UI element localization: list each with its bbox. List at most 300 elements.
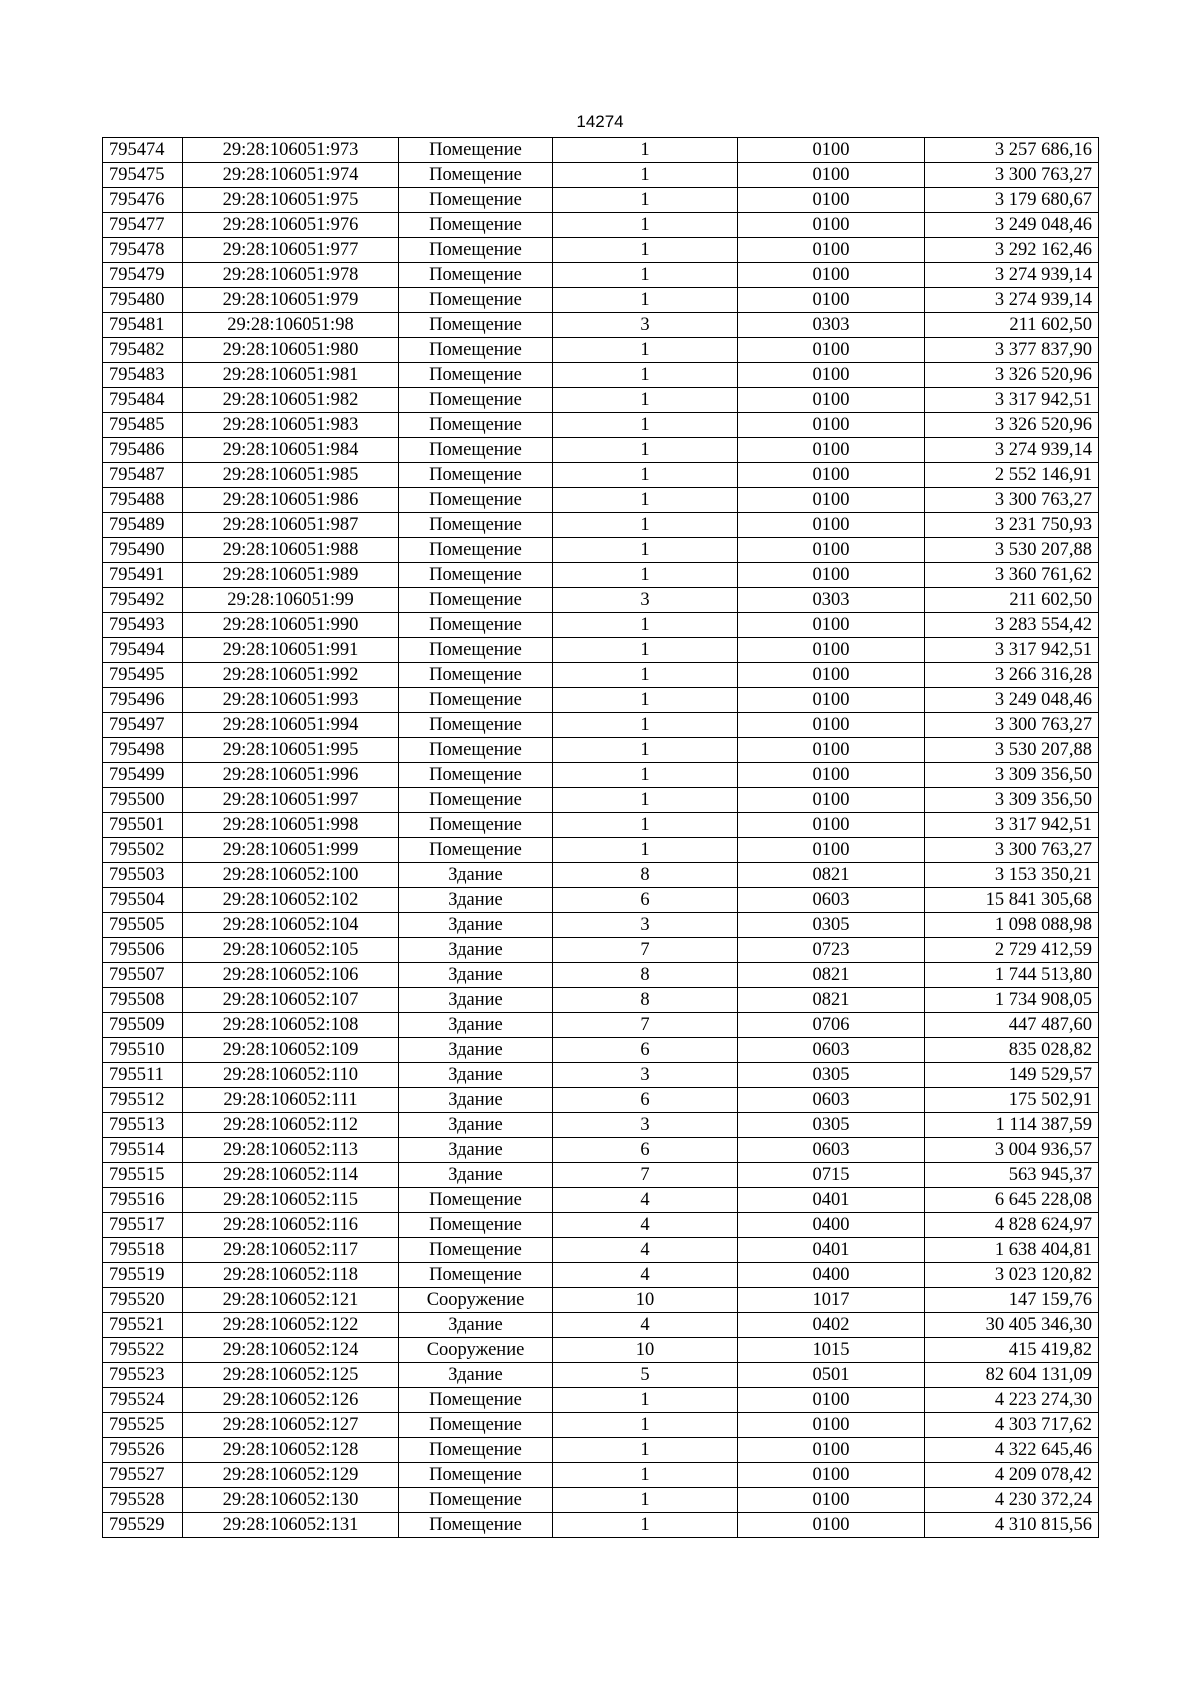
code-cell: 0100 xyxy=(738,213,925,238)
cadastral-value-cell: 3 309 356,50 xyxy=(925,763,1099,788)
group-cell: 10 xyxy=(553,1338,738,1363)
code-cell: 0100 xyxy=(738,738,925,763)
code-cell: 0821 xyxy=(738,988,925,1013)
row-number-cell: 795491 xyxy=(103,563,183,588)
group-cell: 1 xyxy=(553,163,738,188)
object-type-cell: Помещение xyxy=(399,138,553,163)
cadastral-value-cell: 147 159,76 xyxy=(925,1288,1099,1313)
cadastral-value-cell: 415 419,82 xyxy=(925,1338,1099,1363)
table-row xyxy=(103,163,1099,188)
row-number-cell: 795478 xyxy=(103,238,183,263)
code-cell: 0100 xyxy=(738,1463,925,1488)
table-row xyxy=(103,563,1099,588)
object-type-cell: Помещение xyxy=(399,1188,553,1213)
row-number-cell: 795512 xyxy=(103,1088,183,1113)
table-row xyxy=(103,188,1099,213)
object-type-cell: Помещение xyxy=(399,613,553,638)
object-type-cell: Здание xyxy=(399,988,553,1013)
cadastral-value-cell: 1 098 088,98 xyxy=(925,913,1099,938)
cadastral-value-cell: 3 292 162,46 xyxy=(925,238,1099,263)
cadastral-number-cell: 29:28:106051:983 xyxy=(183,413,399,438)
group-cell: 1 xyxy=(553,288,738,313)
cadastral-value-cell: 3 530 207,88 xyxy=(925,738,1099,763)
cadastral-value-cell: 4 322 645,46 xyxy=(925,1438,1099,1463)
cadastral-value-cell: 4 303 717,62 xyxy=(925,1413,1099,1438)
code-cell: 0100 xyxy=(738,388,925,413)
group-cell: 1 xyxy=(553,1388,738,1413)
table-row xyxy=(103,638,1099,663)
cadastral-number-cell: 29:28:106051:986 xyxy=(183,488,399,513)
row-number-cell: 795517 xyxy=(103,1213,183,1238)
cadastral-value-cell: 3 023 120,82 xyxy=(925,1263,1099,1288)
group-cell: 4 xyxy=(553,1238,738,1263)
object-type-cell: Здание xyxy=(399,913,553,938)
group-cell: 1 xyxy=(553,213,738,238)
object-type-cell: Помещение xyxy=(399,1413,553,1438)
table-row xyxy=(103,863,1099,888)
cadastral-value-cell: 211 602,50 xyxy=(925,313,1099,338)
table-row xyxy=(103,713,1099,738)
table-row xyxy=(103,338,1099,363)
cadastral-number-cell: 29:28:106051:984 xyxy=(183,438,399,463)
object-type-cell: Помещение xyxy=(399,788,553,813)
code-cell: 0603 xyxy=(738,1038,925,1063)
object-type-cell: Сооружение xyxy=(399,1288,553,1313)
cadastral-number-cell: 29:28:106051:998 xyxy=(183,813,399,838)
table-row xyxy=(103,1438,1099,1463)
row-number-cell: 795484 xyxy=(103,388,183,413)
code-cell: 0723 xyxy=(738,938,925,963)
row-number-cell: 795496 xyxy=(103,688,183,713)
cadastral-number-cell: 29:28:106051:997 xyxy=(183,788,399,813)
table-row xyxy=(103,1238,1099,1263)
code-cell: 0100 xyxy=(738,688,925,713)
cadastral-number-cell: 29:28:106051:981 xyxy=(183,363,399,388)
row-number-cell: 795479 xyxy=(103,263,183,288)
row-number-cell: 795526 xyxy=(103,1438,183,1463)
table-row xyxy=(103,1263,1099,1288)
code-cell: 0305 xyxy=(738,1063,925,1088)
group-cell: 7 xyxy=(553,1163,738,1188)
cadastral-number-cell: 29:28:106052:115 xyxy=(183,1188,399,1213)
object-type-cell: Помещение xyxy=(399,188,553,213)
table-row xyxy=(103,1288,1099,1313)
table-row xyxy=(103,1213,1099,1238)
table-row xyxy=(103,613,1099,638)
object-type-cell: Помещение xyxy=(399,1263,553,1288)
code-cell: 0100 xyxy=(738,663,925,688)
cadastral-number-cell: 29:28:106051:993 xyxy=(183,688,399,713)
cadastral-value-cell: 3 309 356,50 xyxy=(925,788,1099,813)
cadastral-number-cell: 29:28:106051:974 xyxy=(183,163,399,188)
cadastral-value-cell: 211 602,50 xyxy=(925,588,1099,613)
row-number-cell: 795476 xyxy=(103,188,183,213)
cadastral-number-cell: 29:28:106051:99 xyxy=(183,588,399,613)
table-row xyxy=(103,388,1099,413)
group-cell: 1 xyxy=(553,188,738,213)
object-type-cell: Помещение xyxy=(399,213,553,238)
code-cell: 0100 xyxy=(738,1438,925,1463)
object-type-cell: Помещение xyxy=(399,288,553,313)
group-cell: 6 xyxy=(553,888,738,913)
row-number-cell: 795486 xyxy=(103,438,183,463)
table-row xyxy=(103,1488,1099,1513)
row-number-cell: 795506 xyxy=(103,938,183,963)
object-type-cell: Помещение xyxy=(399,438,553,463)
cadastral-number-cell: 29:28:106052:121 xyxy=(183,1288,399,1313)
group-cell: 1 xyxy=(553,488,738,513)
cadastral-value-cell: 3 317 942,51 xyxy=(925,813,1099,838)
table-row xyxy=(103,463,1099,488)
cadastral-value-cell: 3 326 520,96 xyxy=(925,413,1099,438)
group-cell: 1 xyxy=(553,1438,738,1463)
cadastral-value-cell: 563 945,37 xyxy=(925,1163,1099,1188)
cadastral-value-cell: 3 300 763,27 xyxy=(925,488,1099,513)
row-number-cell: 795487 xyxy=(103,463,183,488)
code-cell: 0100 xyxy=(738,338,925,363)
row-number-cell: 795514 xyxy=(103,1138,183,1163)
cadastral-value-cell: 149 529,57 xyxy=(925,1063,1099,1088)
cadastral-number-cell: 29:28:106052:124 xyxy=(183,1338,399,1363)
code-cell: 0821 xyxy=(738,963,925,988)
cadastral-value-cell: 3 300 763,27 xyxy=(925,838,1099,863)
group-cell: 1 xyxy=(553,1413,738,1438)
table-row xyxy=(103,988,1099,1013)
row-number-cell: 795527 xyxy=(103,1463,183,1488)
code-cell: 0100 xyxy=(738,138,925,163)
row-number-cell: 795505 xyxy=(103,913,183,938)
cadastral-value-cell: 3 257 686,16 xyxy=(925,138,1099,163)
cadastral-value-cell: 4 230 372,24 xyxy=(925,1488,1099,1513)
row-number-cell: 795483 xyxy=(103,363,183,388)
object-type-cell: Здание xyxy=(399,863,553,888)
cadastral-value-cell: 2 729 412,59 xyxy=(925,938,1099,963)
code-cell: 0100 xyxy=(738,563,925,588)
code-cell: 0400 xyxy=(738,1213,925,1238)
row-number-cell: 795515 xyxy=(103,1163,183,1188)
table-row xyxy=(103,1113,1099,1138)
table-row xyxy=(103,888,1099,913)
group-cell: 1 xyxy=(553,763,738,788)
table-row xyxy=(103,1088,1099,1113)
cadastral-value-cell: 175 502,91 xyxy=(925,1088,1099,1113)
table-row xyxy=(103,1038,1099,1063)
object-type-cell: Помещение xyxy=(399,1513,553,1538)
row-number-cell: 795518 xyxy=(103,1238,183,1263)
cadastral-number-cell: 29:28:106051:996 xyxy=(183,763,399,788)
cadastral-number-cell: 29:28:106052:110 xyxy=(183,1063,399,1088)
group-cell: 1 xyxy=(553,1463,738,1488)
group-cell: 3 xyxy=(553,913,738,938)
row-number-cell: 795529 xyxy=(103,1513,183,1538)
row-number-cell: 795503 xyxy=(103,863,183,888)
object-type-cell: Помещение xyxy=(399,263,553,288)
group-cell: 1 xyxy=(553,1488,738,1513)
group-cell: 4 xyxy=(553,1188,738,1213)
group-cell: 4 xyxy=(553,1263,738,1288)
cadastral-number-cell: 29:28:106051:995 xyxy=(183,738,399,763)
cadastral-value-cell: 3 283 554,42 xyxy=(925,613,1099,638)
object-type-cell: Помещение xyxy=(399,563,553,588)
group-cell: 1 xyxy=(553,238,738,263)
table-row xyxy=(103,813,1099,838)
code-cell: 0400 xyxy=(738,1263,925,1288)
table-row xyxy=(103,488,1099,513)
registry-table-body xyxy=(103,138,1099,1538)
object-type-cell: Здание xyxy=(399,1063,553,1088)
cadastral-value-cell: 3 274 939,14 xyxy=(925,438,1099,463)
cadastral-value-cell: 3 249 048,46 xyxy=(925,213,1099,238)
table-row xyxy=(103,738,1099,763)
cadastral-number-cell: 29:28:106051:975 xyxy=(183,188,399,213)
code-cell: 0100 xyxy=(738,188,925,213)
table-row xyxy=(103,763,1099,788)
table-row xyxy=(103,788,1099,813)
table-row xyxy=(103,513,1099,538)
object-type-cell: Помещение xyxy=(399,463,553,488)
table-row xyxy=(103,1013,1099,1038)
table-row xyxy=(103,838,1099,863)
group-cell: 1 xyxy=(553,263,738,288)
code-cell: 0100 xyxy=(738,413,925,438)
object-type-cell: Помещение xyxy=(399,813,553,838)
cadastral-value-cell: 82 604 131,09 xyxy=(925,1363,1099,1388)
object-type-cell: Здание xyxy=(399,1088,553,1113)
table-row xyxy=(103,1138,1099,1163)
row-number-cell: 795498 xyxy=(103,738,183,763)
cadastral-value-cell: 1 734 908,05 xyxy=(925,988,1099,1013)
cadastral-number-cell: 29:28:106051:977 xyxy=(183,238,399,263)
row-number-cell: 795511 xyxy=(103,1063,183,1088)
table-row xyxy=(103,438,1099,463)
cadastral-number-cell: 29:28:106052:102 xyxy=(183,888,399,913)
row-number-cell: 795482 xyxy=(103,338,183,363)
row-number-cell: 795507 xyxy=(103,963,183,988)
cadastral-number-cell: 29:28:106052:112 xyxy=(183,1113,399,1138)
group-cell: 5 xyxy=(553,1363,738,1388)
row-number-cell: 795499 xyxy=(103,763,183,788)
code-cell: 1017 xyxy=(738,1288,925,1313)
object-type-cell: Помещение xyxy=(399,363,553,388)
cadastral-number-cell: 29:28:106052:100 xyxy=(183,863,399,888)
table-row xyxy=(103,1188,1099,1213)
row-number-cell: 795474 xyxy=(103,138,183,163)
row-number-cell: 795477 xyxy=(103,213,183,238)
cadastral-value-cell: 3 274 939,14 xyxy=(925,263,1099,288)
row-number-cell: 795513 xyxy=(103,1113,183,1138)
code-cell: 0100 xyxy=(738,438,925,463)
group-cell: 1 xyxy=(553,1513,738,1538)
code-cell: 0401 xyxy=(738,1238,925,1263)
code-cell: 0100 xyxy=(738,463,925,488)
group-cell: 1 xyxy=(553,388,738,413)
object-type-cell: Здание xyxy=(399,1313,553,1338)
table-row xyxy=(103,363,1099,388)
group-cell: 3 xyxy=(553,1063,738,1088)
object-type-cell: Здание xyxy=(399,1013,553,1038)
object-type-cell: Помещение xyxy=(399,413,553,438)
table-row xyxy=(103,663,1099,688)
cadastral-value-cell: 3 317 942,51 xyxy=(925,388,1099,413)
cadastral-value-cell: 4 310 815,56 xyxy=(925,1513,1099,1538)
row-number-cell: 795523 xyxy=(103,1363,183,1388)
cadastral-number-cell: 29:28:106052:129 xyxy=(183,1463,399,1488)
object-type-cell: Здание xyxy=(399,1113,553,1138)
code-cell: 0303 xyxy=(738,313,925,338)
row-number-cell: 795475 xyxy=(103,163,183,188)
group-cell: 6 xyxy=(553,1038,738,1063)
group-cell: 1 xyxy=(553,413,738,438)
table-row xyxy=(103,1338,1099,1363)
code-cell: 0402 xyxy=(738,1313,925,1338)
row-number-cell: 795492 xyxy=(103,588,183,613)
cadastral-number-cell: 29:28:106052:118 xyxy=(183,1263,399,1288)
code-cell: 0100 xyxy=(738,1488,925,1513)
code-cell: 0100 xyxy=(738,638,925,663)
table-row xyxy=(103,213,1099,238)
cadastral-number-cell: 29:28:106052:114 xyxy=(183,1163,399,1188)
cadastral-number-cell: 29:28:106052:105 xyxy=(183,938,399,963)
table-row xyxy=(103,1163,1099,1188)
row-number-cell: 795509 xyxy=(103,1013,183,1038)
cadastral-value-cell: 3 360 761,62 xyxy=(925,563,1099,588)
table-row xyxy=(103,263,1099,288)
row-number-cell: 795524 xyxy=(103,1388,183,1413)
code-cell: 0100 xyxy=(738,613,925,638)
row-number-cell: 795521 xyxy=(103,1313,183,1338)
group-cell: 1 xyxy=(553,513,738,538)
object-type-cell: Помещение xyxy=(399,638,553,663)
group-cell: 3 xyxy=(553,1113,738,1138)
table-row xyxy=(103,1413,1099,1438)
row-number-cell: 795525 xyxy=(103,1413,183,1438)
row-number-cell: 795488 xyxy=(103,488,183,513)
object-type-cell: Помещение xyxy=(399,513,553,538)
cadastral-value-cell: 3 317 942,51 xyxy=(925,638,1099,663)
cadastral-value-cell: 4 828 624,97 xyxy=(925,1213,1099,1238)
table-row xyxy=(103,288,1099,313)
group-cell: 6 xyxy=(553,1088,738,1113)
code-cell: 0100 xyxy=(738,538,925,563)
cadastral-value-cell: 3 153 350,21 xyxy=(925,863,1099,888)
row-number-cell: 795485 xyxy=(103,413,183,438)
cadastral-number-cell: 29:28:106052:128 xyxy=(183,1438,399,1463)
group-cell: 1 xyxy=(553,613,738,638)
cadastral-value-cell: 447 487,60 xyxy=(925,1013,1099,1038)
object-type-cell: Здание xyxy=(399,1038,553,1063)
cadastral-number-cell: 29:28:106051:980 xyxy=(183,338,399,363)
cadastral-value-cell: 3 530 207,88 xyxy=(925,538,1099,563)
code-cell: 0603 xyxy=(738,1138,925,1163)
object-type-cell: Помещение xyxy=(399,713,553,738)
group-cell: 1 xyxy=(553,713,738,738)
row-number-cell: 795520 xyxy=(103,1288,183,1313)
cadastral-value-cell: 6 645 228,08 xyxy=(925,1188,1099,1213)
code-cell: 0501 xyxy=(738,1363,925,1388)
row-number-cell: 795516 xyxy=(103,1188,183,1213)
cadastral-value-cell: 835 028,82 xyxy=(925,1038,1099,1063)
cadastral-number-cell: 29:28:106052:113 xyxy=(183,1138,399,1163)
object-type-cell: Помещение xyxy=(399,663,553,688)
object-type-cell: Здание xyxy=(399,1363,553,1388)
group-cell: 1 xyxy=(553,463,738,488)
group-cell: 1 xyxy=(553,663,738,688)
object-type-cell: Помещение xyxy=(399,488,553,513)
cadastral-number-cell: 29:28:106052:117 xyxy=(183,1238,399,1263)
table-row xyxy=(103,913,1099,938)
cadastral-number-cell: 29:28:106052:104 xyxy=(183,913,399,938)
cadastral-number-cell: 29:28:106051:988 xyxy=(183,538,399,563)
object-type-cell: Помещение xyxy=(399,238,553,263)
code-cell: 0100 xyxy=(738,1413,925,1438)
code-cell: 0603 xyxy=(738,888,925,913)
group-cell: 1 xyxy=(553,563,738,588)
cadastral-number-cell: 29:28:106052:108 xyxy=(183,1013,399,1038)
cadastral-number-cell: 29:28:106052:109 xyxy=(183,1038,399,1063)
row-number-cell: 795501 xyxy=(103,813,183,838)
cadastral-value-cell: 3 300 763,27 xyxy=(925,163,1099,188)
group-cell: 1 xyxy=(553,838,738,863)
registry-table xyxy=(102,137,1099,1538)
code-cell: 0603 xyxy=(738,1088,925,1113)
cadastral-value-cell: 3 326 520,96 xyxy=(925,363,1099,388)
cadastral-value-cell: 3 249 048,46 xyxy=(925,688,1099,713)
cadastral-value-cell: 4 209 078,42 xyxy=(925,1463,1099,1488)
group-cell: 10 xyxy=(553,1288,738,1313)
table-row xyxy=(103,1363,1099,1388)
group-cell: 1 xyxy=(553,688,738,713)
group-cell: 1 xyxy=(553,638,738,663)
group-cell: 8 xyxy=(553,988,738,1013)
code-cell: 1015 xyxy=(738,1338,925,1363)
table-row xyxy=(103,413,1099,438)
group-cell: 1 xyxy=(553,338,738,363)
code-cell: 0100 xyxy=(738,288,925,313)
cadastral-number-cell: 29:28:106052:130 xyxy=(183,1488,399,1513)
code-cell: 0715 xyxy=(738,1163,925,1188)
cadastral-value-cell: 30 405 346,30 xyxy=(925,1313,1099,1338)
cadastral-number-cell: 29:28:106051:982 xyxy=(183,388,399,413)
object-type-cell: Здание xyxy=(399,1138,553,1163)
object-type-cell: Помещение xyxy=(399,588,553,613)
cadastral-number-cell: 29:28:106052:107 xyxy=(183,988,399,1013)
table-row xyxy=(103,938,1099,963)
row-number-cell: 795504 xyxy=(103,888,183,913)
code-cell: 0100 xyxy=(738,488,925,513)
group-cell: 1 xyxy=(553,363,738,388)
group-cell: 1 xyxy=(553,738,738,763)
code-cell: 0100 xyxy=(738,763,925,788)
table-row xyxy=(103,138,1099,163)
cadastral-value-cell: 15 841 305,68 xyxy=(925,888,1099,913)
cadastral-number-cell: 29:28:106051:976 xyxy=(183,213,399,238)
cadastral-number-cell: 29:28:106051:994 xyxy=(183,713,399,738)
row-number-cell: 795508 xyxy=(103,988,183,1013)
object-type-cell: Здание xyxy=(399,1163,553,1188)
row-number-cell: 795519 xyxy=(103,1263,183,1288)
code-cell: 0305 xyxy=(738,913,925,938)
object-type-cell: Помещение xyxy=(399,738,553,763)
group-cell: 1 xyxy=(553,138,738,163)
group-cell: 6 xyxy=(553,1138,738,1163)
cadastral-number-cell: 29:28:106052:126 xyxy=(183,1388,399,1413)
cadastral-number-cell: 29:28:106051:991 xyxy=(183,638,399,663)
code-cell: 0305 xyxy=(738,1113,925,1138)
cadastral-number-cell: 29:28:106051:992 xyxy=(183,663,399,688)
object-type-cell: Помещение xyxy=(399,313,553,338)
code-cell: 0100 xyxy=(738,1388,925,1413)
cadastral-number-cell: 29:28:106051:98 xyxy=(183,313,399,338)
